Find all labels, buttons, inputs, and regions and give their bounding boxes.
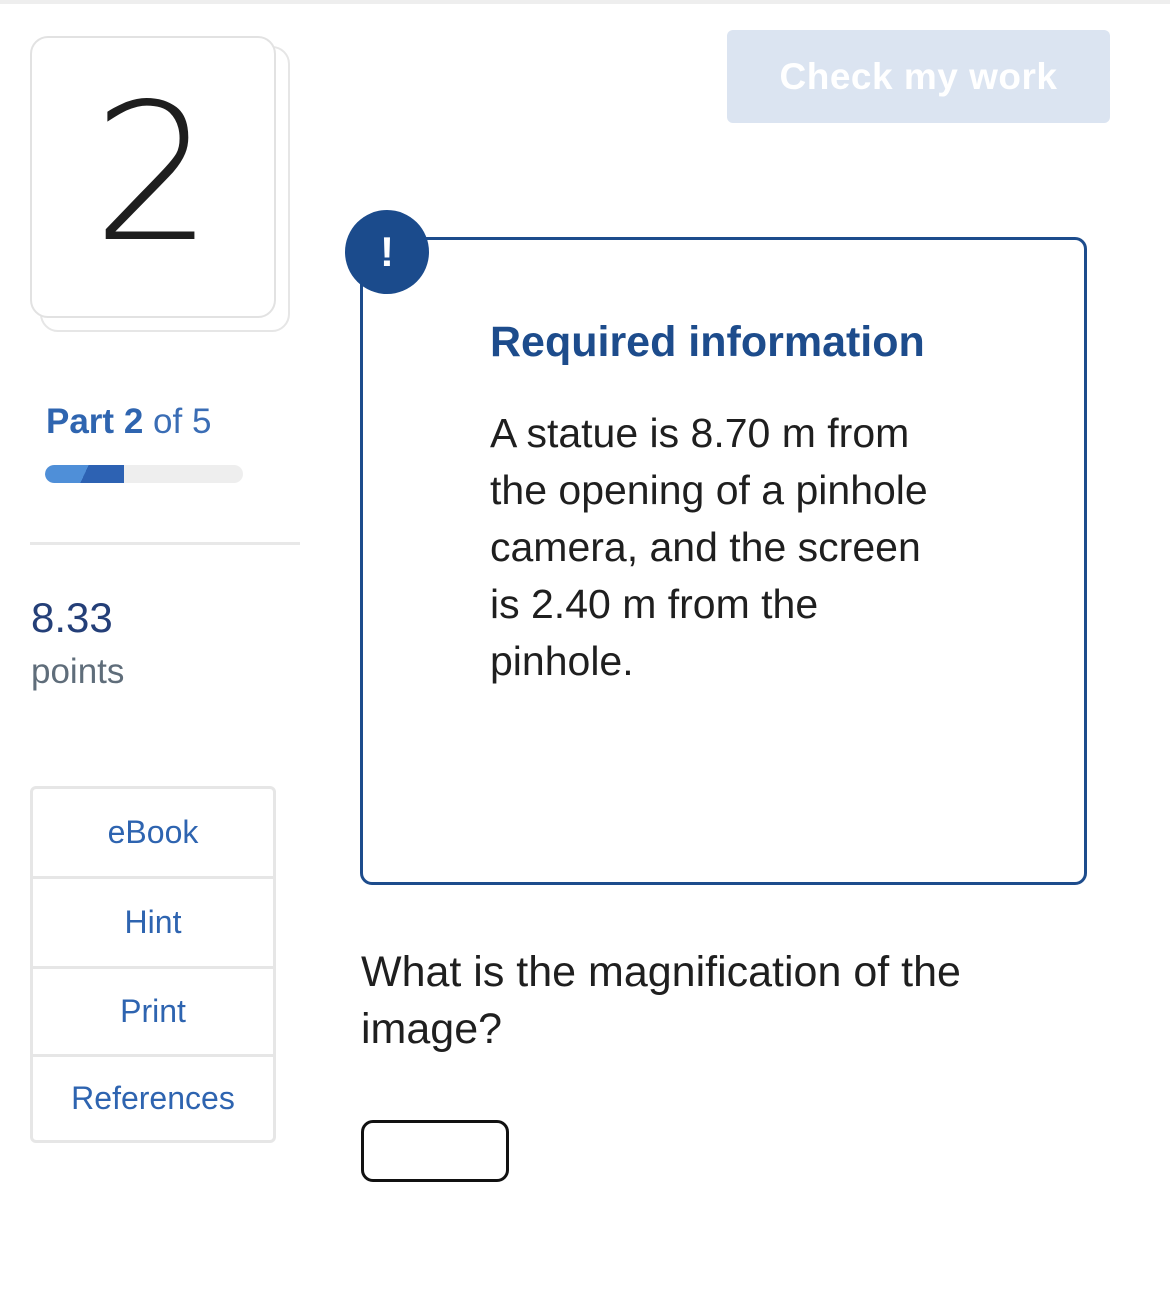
- tools-menu: [30, 786, 276, 1143]
- part-current: 2: [123, 402, 144, 441]
- required-info-body: A statue is 8.70 m from the opening of a pinhole camera, and the screen is 2.40 m from the pinhole.: [490, 410, 928, 684]
- print-link[interactable]: Print: [33, 969, 273, 1057]
- check-my-work-button[interactable]: Check my work: [727, 30, 1110, 123]
- part-total: of 5: [153, 402, 212, 441]
- top-divider: [0, 0, 1170, 4]
- part-indicator: [46, 402, 211, 442]
- required-info-title: Required information: [490, 318, 925, 366]
- part-progress-bar: [45, 465, 243, 483]
- part-prefix: Part: [46, 402, 115, 441]
- points-value: 8.33: [31, 594, 113, 641]
- points-label: points: [31, 652, 125, 691]
- answer-input[interactable]: [361, 1120, 509, 1182]
- alert-icon: !: [345, 210, 429, 294]
- hint-link[interactable]: Hint: [33, 879, 273, 969]
- ebook-link[interactable]: eBook: [33, 789, 273, 879]
- sidebar-divider: [30, 542, 300, 545]
- question-prompt: What is the magnification of the image?: [361, 948, 961, 1053]
- references-link[interactable]: References: [71, 1080, 235, 1116]
- question-number: 2: [92, 63, 214, 284]
- part-progress-fill: [45, 465, 124, 483]
- question-number-card: [30, 36, 276, 318]
